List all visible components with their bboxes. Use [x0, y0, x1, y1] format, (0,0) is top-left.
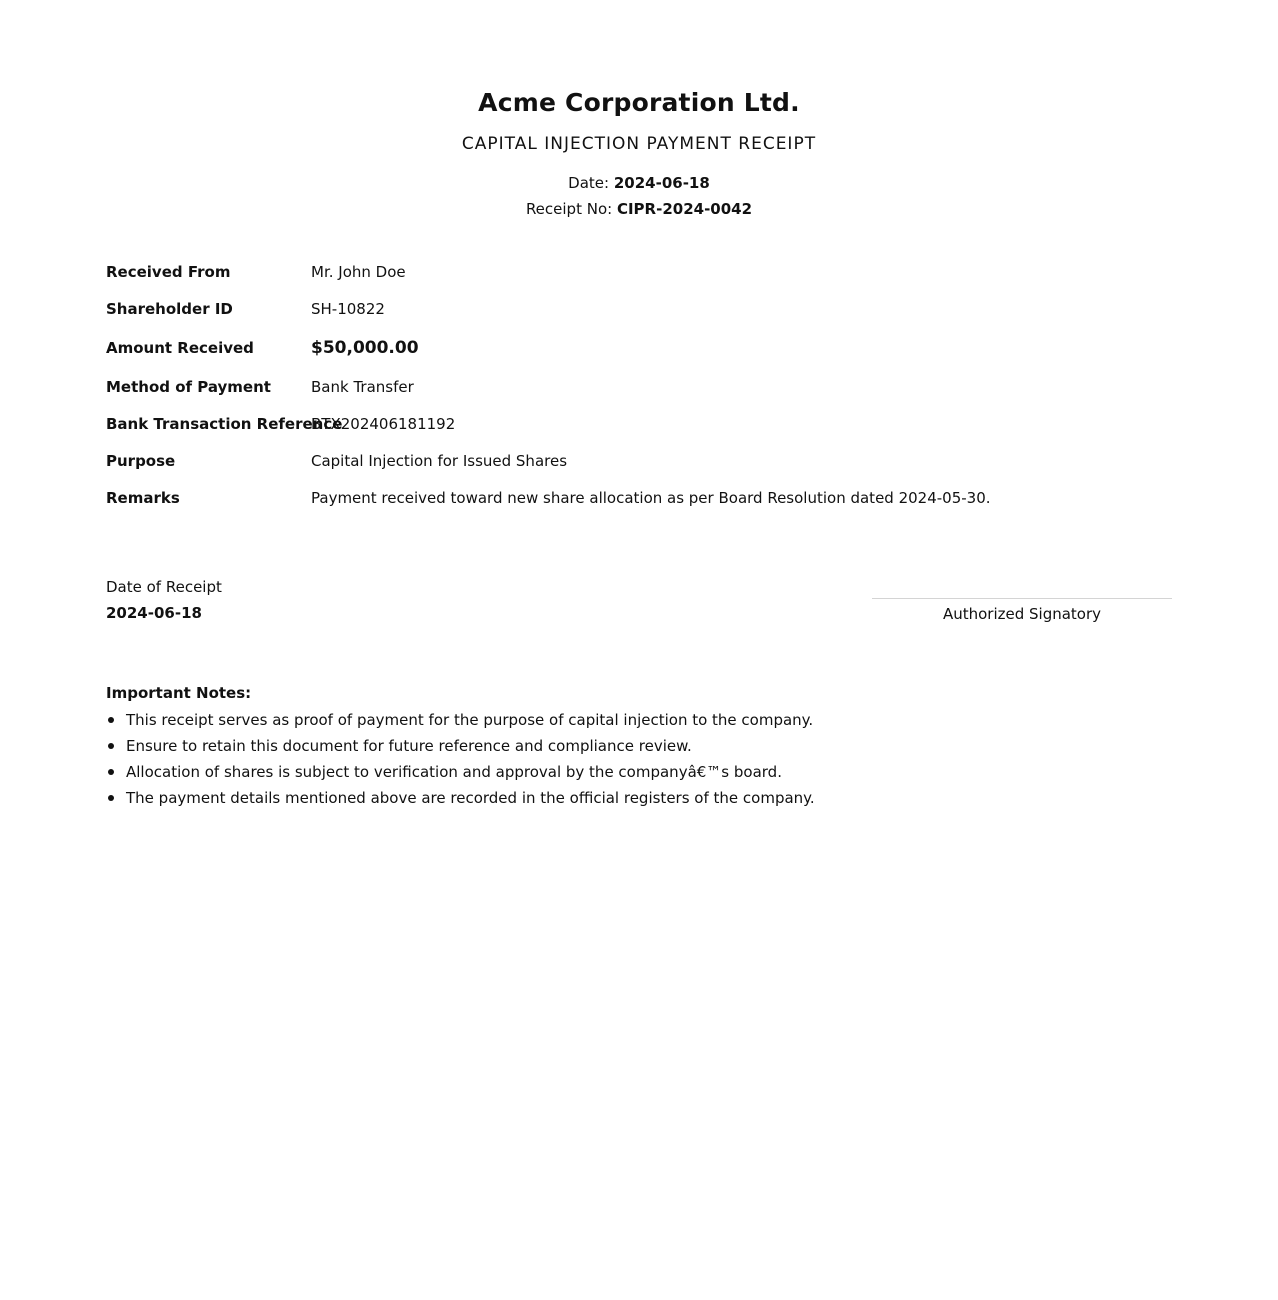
- detail-row-amount-received: [106, 327, 1172, 368]
- date-of-receipt-value: 2024-06-18: [106, 604, 202, 622]
- list-item: Allocation of shares is subject to verification and approval by the companyâ€™s board.: [106, 762, 1172, 788]
- detail-row-purpose: [106, 442, 1172, 479]
- list-item: This receipt serves as proof of payment for the purpose of capital injection to the company.: [106, 710, 1172, 736]
- detail-value: Mr. John Doe: [311, 262, 406, 281]
- list-item: The payment details mentioned above are recorded in the official registers of the company.: [106, 788, 1172, 814]
- detail-label: Bank Transaction Reference: [106, 414, 343, 433]
- detail-value: Payment received toward new share allocation as per Board Resolution dated 2024-05-30.: [311, 488, 991, 507]
- detail-row-shareholder-id: [106, 290, 1172, 327]
- payment-details: [106, 253, 1172, 516]
- authorized-signatory: Authorized Signatory: [872, 598, 1172, 623]
- date-of-receipt-label: Date of Receipt: [106, 578, 222, 596]
- receipt-number-label: Receipt No:: [525, 200, 613, 218]
- detail-value: Bank Transfer: [311, 377, 414, 396]
- date-value: 2024-06-18: [613, 174, 710, 192]
- detail-row-remarks: [106, 479, 1172, 516]
- list-item: Ensure to retain this document for future reference and compliance review.: [106, 736, 1172, 762]
- detail-label: Purpose: [106, 451, 176, 470]
- notes-title: Important Notes:: [106, 684, 252, 702]
- detail-label: Amount Received: [106, 338, 254, 357]
- detail-label: Remarks: [106, 488, 180, 507]
- detail-value: Capital Injection for Issued Shares: [311, 451, 568, 470]
- document-title: CAPITAL INJECTION PAYMENT RECEIPT: [461, 134, 817, 154]
- receipt-date-line: [0, 174, 1278, 192]
- detail-value: BTX202406181192: [311, 414, 456, 433]
- detail-row-bank-reference: [106, 405, 1172, 442]
- detail-row-received-from: [106, 253, 1172, 290]
- date-of-receipt: [106, 578, 222, 622]
- detail-label: Method of Payment: [106, 377, 271, 396]
- detail-row-method-of-payment: [106, 368, 1172, 405]
- important-notes: [106, 684, 1172, 814]
- detail-label: Received From: [106, 262, 231, 281]
- company-name: Acme Corporation Ltd.: [478, 88, 800, 117]
- amount-value: $50,000.00: [311, 337, 419, 358]
- date-label: Date:: [568, 174, 610, 192]
- detail-label: Shareholder ID: [106, 299, 233, 318]
- detail-value: SH-10822: [311, 299, 385, 318]
- receipt-number-value: CIPR-2024-0042: [616, 200, 753, 218]
- receipt-number-line: [0, 200, 1278, 218]
- notes-list: [106, 710, 1172, 814]
